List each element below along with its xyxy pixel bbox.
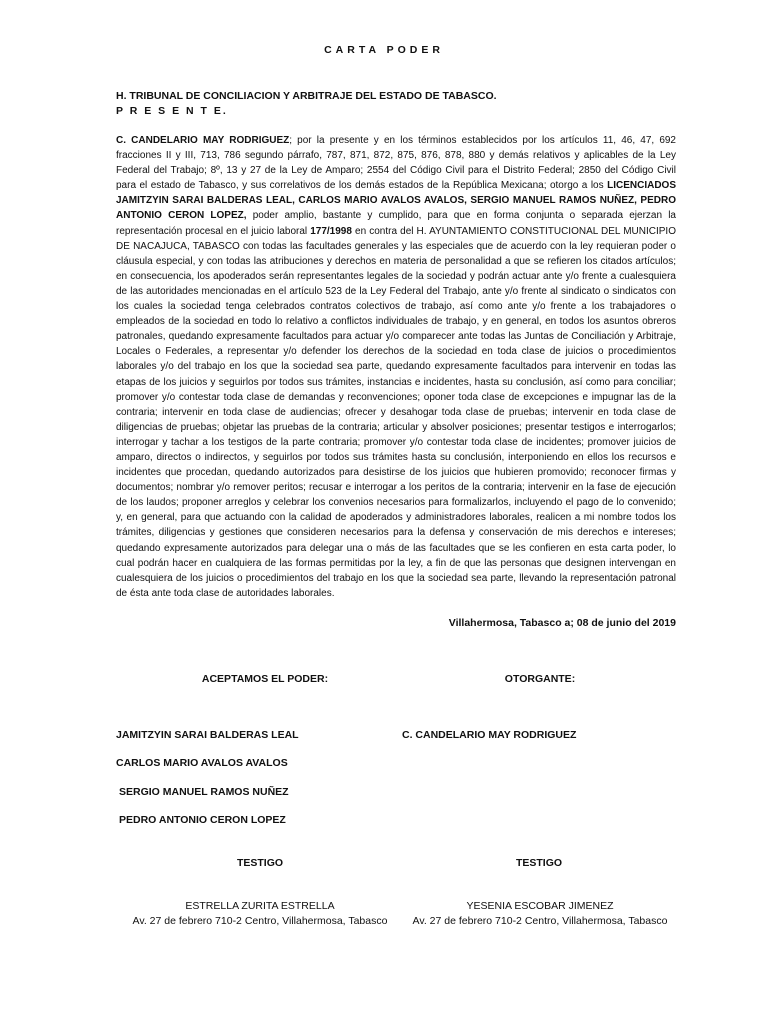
addressee-line: H. TRIBUNAL DE CONCILIACION Y ARBITRAJE DEL ESTADO DE TABASCO. — [116, 90, 497, 102]
grantor-name-inline: C. CANDELARIO MAY RODRIGUEZ — [116, 135, 290, 146]
witness-label: TESTIGO — [515, 857, 563, 869]
attorney-name: SERGIO MANUEL RAMOS NUÑEZ — [119, 786, 289, 798]
presente-line: P R E S E N T E. — [116, 105, 228, 117]
body-paragraph — [116, 133, 676, 601]
grantor-signature-name: C. CANDELARIO MAY RODRIGUEZ — [402, 729, 577, 741]
acceptance-label: ACEPTAMOS EL PODER: — [201, 673, 329, 685]
witness-name: YESENIA ESCOBAR JIMENEZ — [466, 900, 614, 912]
witness-label: TESTIGO — [236, 857, 284, 869]
witness-address: Av. 27 de febrero 710-2 Centro, Villahermosa, Tabasco — [132, 915, 388, 927]
body-text-part-3: en contra del H. AYUNTAMIENTO CONSTITUCIONAL DEL MUNICIPIO DE NACAJUCA, TABASCO con todas las facultades generales y las especiales que de acuerdo con la ley requieran poder o cláusula especial, y con todas las atribuciones y derechos en materia de personalidad a que se refieren los citados artículos; en consecuencia, los apoderados serán representantes legales de la sociedad y podrán actuar ante y/o frente a cualesquiera de las autoridades mencionadas en el artículo 523 de la Ley Federal del Trabajo, ante y/o frente al sindicato o sindicatos con los cuales la sociedad tenga celebrados contratos colectivos de trabajo, así como ante y/o frente a los trabajadores o empleados de la sociedad en todo lo relativo a conflictos individuales de trabajo, y en general, en todos los asuntos obreros patronales, quedando expresamente facultados para actuar y/o comparecer ante todas las Juntas de Conciliación y Arbitraje, Locales o Federales, a representar y/o defender los derechos de la sociedad en toda clase de juicios o procedimientos laborales y/o del trabajo en los que la sociedad sea parte, quedando expresamente facultados para intervenir en todas las etapas de los juicios y seguirlos por todos sus trámites, instancias e incidentes, hasta su conclusión, así como para conciliar; promover y/o contestar toda clase de demandas y reconvenciones; oponer toda clase de excepciones e impugnar las de la contraria; intervenir en toda clase de audiencias; ofrecer y desahogar toda clase de pruebas; intervenir en toda clase de diligencias de pruebas; objetar las pruebas de la contraria; articular y absolver posiciones; presentar testigos e interrogarlos; interrogar y tachar a los testigos de la parte contraria; promover y/o contestar toda clase de incidentes; promover juicios de amparo, directos o indirectos, y seguirlos por todos sus trámites hasta su conclusión, interponiendo en ellos los recursos e incidentes que procedan, quedando autorizados para desistirse de los juicios que hubieren promovido; reconocer firmas y documentos; nombrar y/o remover peritos; recusar e interrogar a los peritos de la contraria; intervenir en la fase de ejecución de los laudos; proponer arreglos y celebrar los convenios necesarios para formalizarlos, incluyendo el pago de lo convenido; y, en general, para que actuando con la calidad de apoderados y administradores laborales, realicen a mi nombre todos los trámites, diligencias y gestiones que consideren necesarios para la defensa y conservación de mis derechos e intereses; quedando expresamente autorizados para delegar una o más de las facultades que se les confieren en esta carta poder, lo cual podrán hacer en cualquiera de las formas permitidas por la ley, a fin de que las personas que designen intervengan en cualesquiera de los juicios o procedimientos del trabajo en los que la sociedad sea parte, llevando la representación patronal de ésta ante toda clase de autoridades laborales. — [116, 225, 676, 599]
date-line: Villahermosa, Tabasco a; 08 de junio del 2019 — [448, 617, 676, 629]
body-text-part-2: poder amplio, bastante y cumplido, para que en forma conjunta o separada ejerzan la representación procesal en el juicio laboral — [116, 210, 676, 237]
case-number: 177/1998 — [310, 225, 352, 237]
attorney-name: PEDRO ANTONIO CERON LOPEZ — [119, 814, 286, 826]
witness-name: ESTRELLA ZURITA ESTRELLA — [185, 900, 335, 912]
document-title: CARTA PODER — [324, 44, 444, 56]
attorneys-inline: LICENCIADOS JAMITZYIN SARAI BALDERAS LEAL, CARLOS MARIO AVALOS AVALOS, SERGIO MANUEL RAMOS NUÑEZ, PEDRO ANTONIO CERON LOPEZ, — [116, 180, 676, 222]
attorney-name: JAMITZYIN SARAI BALDERAS LEAL — [116, 729, 299, 741]
grantor-label: OTORGANTE: — [504, 673, 576, 685]
body-text-part-1: ; por la presente y en los términos establecidos por los artículos 11, 46, 47, 692 fracciones II y III, 713, 786 segundo párrafo, 787, 871, 872, 875, 876, 878, 880 y demás relativos y aplicables de la Ley Federal del Trabajo; 8º, 13 y 27 de la Ley de Amparo; 2554 del Código Civil para el Distrito Federal; 2850 del Código Civil para el estado de Tabasco, y sus correlativos de los demás estados de la República Mexicana; otorgo a los — [116, 135, 676, 192]
attorney-name: CARLOS MARIO AVALOS AVALOS — [116, 757, 288, 769]
witness-address: Av. 27 de febrero 710-2 Centro, Villahermosa, Tabasco — [412, 915, 668, 927]
addressee-block — [116, 89, 497, 119]
